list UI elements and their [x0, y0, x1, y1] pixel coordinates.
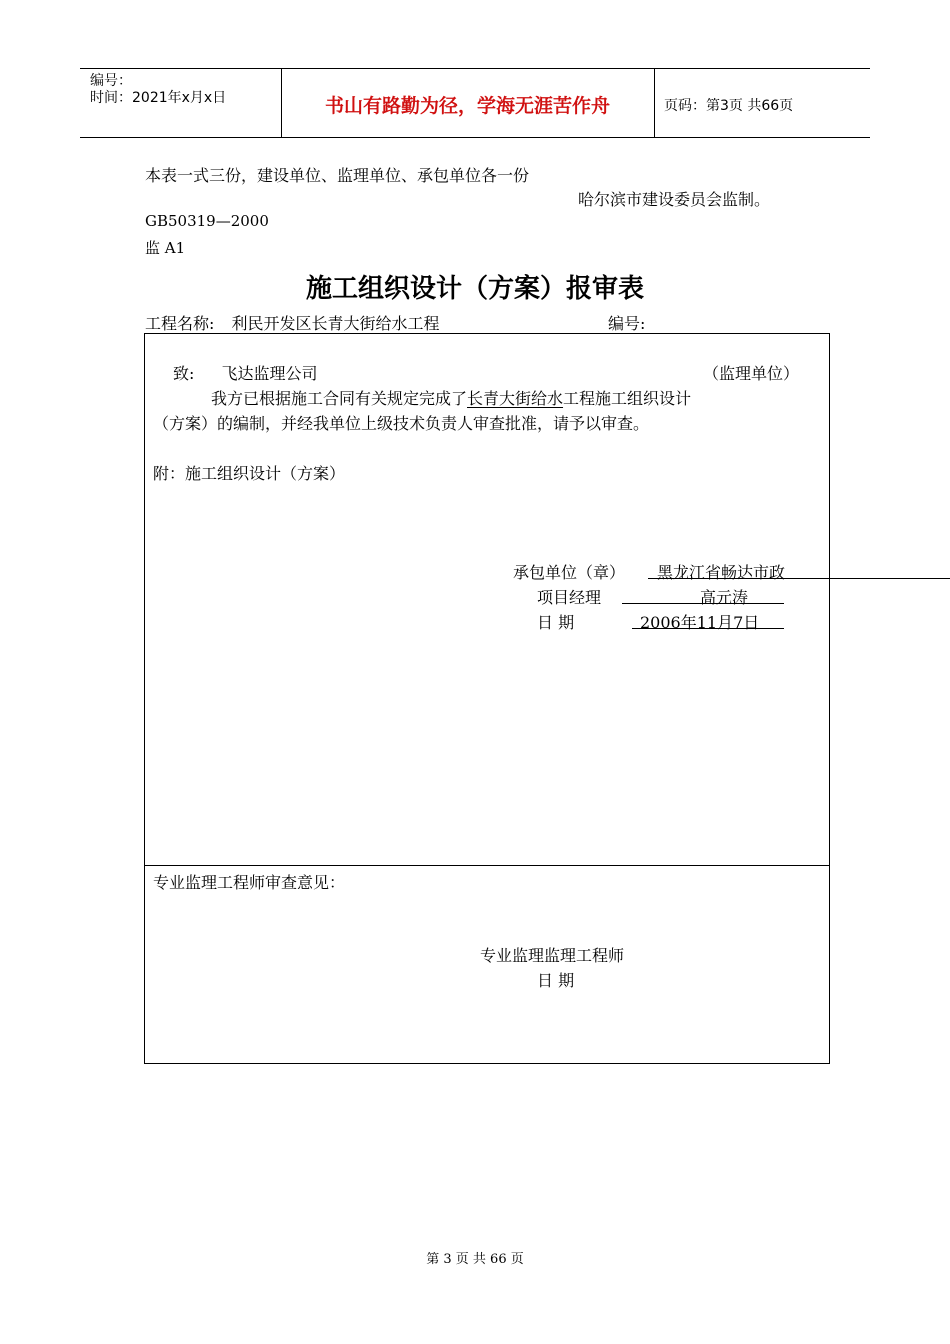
body-project: 长青大街给水 [467, 389, 564, 408]
header-divider [654, 69, 655, 137]
issuer-note: 哈尔滨市建设委员会监制。 [578, 190, 771, 209]
form-title: 施工组织设计（方案）报审表 [305, 274, 644, 304]
standard-code: GB50319—2000 [145, 212, 269, 230]
to-line [173, 361, 318, 384]
project-label: 工程名称: [145, 314, 215, 333]
manager-label: 项目经理 [537, 588, 602, 607]
copies-note: 本表一式三份，建设单位、监理单位、承包单位各一份 [145, 166, 530, 185]
time-label: 时间：2021年x月x日 [90, 90, 227, 106]
serial-label: 编号： [90, 73, 132, 89]
page-footer: 第 3 页 共 66 页 [426, 1252, 524, 1267]
project-name: 利民开发区长青大街给水工程 [231, 314, 440, 333]
contractor-label: 承包单位（章） [513, 563, 626, 582]
form-code: 监 A1 [145, 239, 186, 257]
contractor-name: 黑龙江省畅达市政 [657, 563, 786, 582]
project-line [145, 311, 440, 334]
review-date-label: 日 期 [537, 971, 575, 990]
to-label: 致: [173, 364, 195, 383]
attachment-note: 附：施工组织设计（方案） [153, 464, 346, 483]
header-meta [90, 73, 226, 107]
manager-name: 高元涛 [700, 588, 749, 607]
date-underline [632, 628, 784, 629]
to-name: 飞达监理公司 [221, 364, 318, 383]
body-line-1 [211, 386, 691, 409]
date-value: 2006年11月7日 [640, 613, 760, 632]
body-text: 我方已根据施工合同有关规定完成了 [211, 389, 468, 408]
review-opinion-label: 专业监理工程师审查意见： [153, 873, 346, 892]
page-header [80, 68, 870, 138]
engineer-label: 专业监理监理工程师 [480, 946, 625, 965]
body-line-2: （方案）的编制，并经我单位上级技术负责人审查批准，请予以审查。 [153, 414, 650, 433]
date-label: 日 期 [537, 613, 575, 632]
body-text: 工程施工组织设计 [563, 389, 692, 408]
to-role: （监理单位） [703, 364, 800, 383]
number-label: 编号: [608, 314, 646, 333]
header-page-info: 页码：第3页 共66页 [664, 98, 794, 114]
header-motto: 书山有路勤为径，学海无涯苦作舟 [324, 95, 610, 117]
manager-underline [622, 603, 784, 604]
contractor-underline [648, 578, 950, 579]
